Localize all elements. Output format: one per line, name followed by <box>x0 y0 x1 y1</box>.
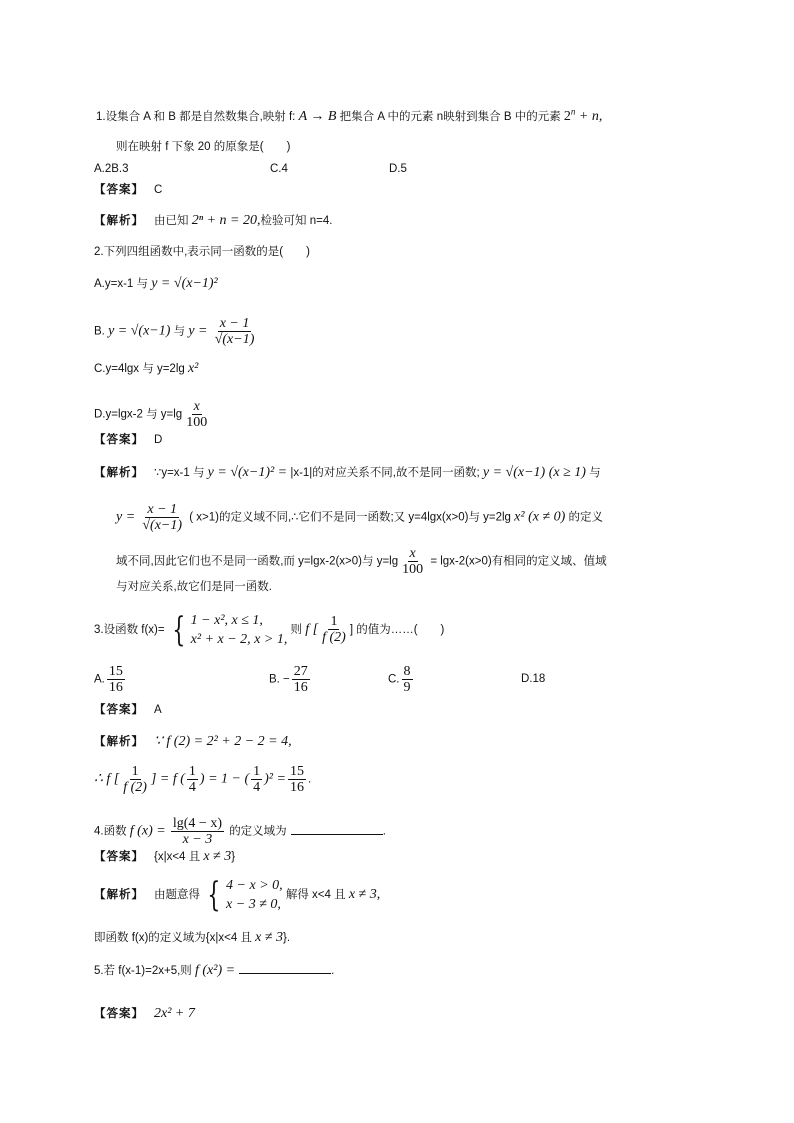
q4-answer: 【答案】 {x|x<4 且 x ≠ 3} <box>94 849 236 864</box>
q4-inequality-system: 4 − x > 0, x − 3 ≠ 0, <box>226 877 283 912</box>
q3-stem: 3.设函数 f(x)= { 1 − x², x ≤ 1, x² + x − 2, x > 1, 则 f [ $\frac{1}{f (2)}$ ] 的值为……( ) <box>94 609 445 650</box>
q2-option-a: A.y=x-1 与 y = √(x−1)² <box>94 276 218 291</box>
q3-analysis-line1: 【解析】 ∵ f (2) = 2² + 2 − 2 = 4, <box>94 734 292 749</box>
q3-analysis-line2: ∴ f [ $\frac{1}{f (2)}$ ] = f ( $\frac{1}{4}$ ) = 1 − ( $\frac{1}{4}$ )² = $\frac{15}{16}$ . <box>94 764 312 795</box>
q5-answer-value: 2x² + 7 <box>154 1006 195 1021</box>
answer-tag: 【答案】 <box>94 434 144 446</box>
q1-analysis-equation: 2ⁿ + n = 20, <box>191 213 261 228</box>
q1-stem-line2: 则在映射 f 下象 20 的原象是( ) <box>116 141 291 153</box>
q5-answer-blank <box>239 961 331 974</box>
q5-answer <box>94 1005 195 1023</box>
q2-analysis-line4: 与对应关系,故它们是同一函数. <box>116 581 272 593</box>
q4-conclusion: 即函数 f(x)的定义域为{x|x<4 且 x ≠ 3}. <box>94 930 291 945</box>
q2-stem: 2.下列四组函数中,表示同一函数的是( ) <box>94 246 310 258</box>
q3-option-b-fraction: $\frac{27}{16}$ <box>293 664 308 695</box>
q1-stem-line1 <box>96 108 602 126</box>
q3-analysis-fraction-2: $\frac{1}{4}$ <box>188 764 196 795</box>
q2-option-b-fraction: $\frac{x - 1}{√(x-1)}$ <box>214 316 255 347</box>
analysis-tag: 【解析】 <box>94 215 144 227</box>
analysis-tag: 【解析】 <box>94 889 144 901</box>
q2-option-c-formula: x² <box>187 361 199 376</box>
q3-option-b: B. − $\frac{27}{16}$ <box>269 664 308 695</box>
q4-stem-fraction: $\frac{\lg(4 - x)}{x - 3}$ <box>172 816 222 847</box>
q2-option-d-fraction: $\frac{x}{100}$ <box>186 399 208 430</box>
q2-analysis-line2: y = $\frac{x - 1}{√(x-1)}$ ( x>1)的定义域不同,∴它们不是同一函数;又 y=4lgx(x>0)与 y=2lg x² (x ≠ 0) 的定义 <box>116 502 604 533</box>
answer-tag: 【答案】 <box>94 1008 144 1020</box>
analysis-tag: 【解析】 <box>94 736 144 748</box>
q1-answer <box>94 181 162 199</box>
q2-answer-value: D <box>154 434 163 446</box>
q3-piecewise: 1 − x², x ≤ 1, x² + x − 2, x > 1, <box>190 612 288 647</box>
q1-option-d: D.5 <box>389 163 407 175</box>
q2-option-c: C.y=4lgx 与 y=2lg x² <box>94 361 199 376</box>
q2-option-d: D.y=lgx-2 与 y=lg $\frac{x}{100}$ <box>94 399 208 430</box>
q2-analysis-line1: 【解析】 ∵y=x-1 与 y = √(x−1)² = |x-1|的对应关系不同,故不是同一函数; y = √(x−1) (x ≥ 1) 与 <box>94 465 601 480</box>
left-brace: { <box>172 609 186 650</box>
q2-analysis-line3: 域不同,因此它们也不是同一函数,而 y=lgx-2(x>0)与 y=lg $\frac{x}{100}$ = lgx-2(x>0)有相同的定义域、值域 <box>116 546 607 577</box>
q4-analysis: 【解析】 由题意得 { 4 − x > 0, x − 3 ≠ 0, 解得 x<4 且 x ≠ 3, <box>94 874 381 915</box>
q3-option-c: C. $\frac{8}{9}$ <box>388 664 411 695</box>
q2-option-b: B. y = √(x−1) 与 y = $\frac{x - 1}{√(x-1)}$ <box>94 316 255 347</box>
q3-analysis-fraction-1: $\frac{1}{f (2)}$ <box>123 764 147 795</box>
q2-analysis-fraction: $\frac{x - 1}{√(x-1)}$ <box>142 502 183 533</box>
q3-option-a-fraction: $\frac{15}{16}$ <box>108 664 123 695</box>
analysis-tag: 【解析】 <box>94 467 144 479</box>
q3-analysis-fraction-3: $\frac{1}{4}$ <box>253 764 261 795</box>
q1-stem-text: 1.设集合 A 和 B 都是自然数集合,映射 f: <box>96 111 296 123</box>
q3-analysis-fraction-4: $\frac{15}{16}$ <box>289 764 304 795</box>
q2-answer <box>94 431 162 449</box>
q1-option-c: C.4 <box>270 163 288 175</box>
q3-option-c-fraction: $\frac{8}{9}$ <box>403 664 411 695</box>
answer-tag: 【答案】 <box>94 851 144 863</box>
q1-stem-text-2: 把集合 A 中的元素 n映射到集合 B 中的元素 <box>339 111 561 123</box>
q3-answer-value: A <box>154 704 162 716</box>
q4-answer-blank <box>291 822 383 835</box>
answer-tag: 【答案】 <box>94 184 144 196</box>
q1-option-ab: A.2B.3 <box>94 163 129 175</box>
left-brace: { <box>207 874 221 915</box>
q2-analysis-fraction-2: $\frac{x}{100}$ <box>402 546 424 577</box>
q1-analysis: 【解析】 由已知 2ⁿ + n = 20,检验可知 n=4. <box>94 213 333 228</box>
q2-option-b-formula-1: y = √(x−1) <box>108 323 171 339</box>
q3-option-d: D.18 <box>521 673 546 685</box>
answer-tag: 【答案】 <box>94 704 144 716</box>
q2-option-a-formula: y = √(x−1)² <box>151 276 218 291</box>
q4-stem: 4.函数 f (x) = $\frac{\lg(4 - x)}{x - 3}$ 的定义域为 . <box>94 816 386 847</box>
q3-stem-fraction: $\frac{1}{f (2)}$ <box>322 614 346 646</box>
q1-mapping: A → B <box>298 109 337 124</box>
q1-answer-value: C <box>154 184 163 196</box>
q5-stem: 5.若 f(x-1)=2x+5,则 f (x²) = . <box>94 963 335 978</box>
q3-answer <box>94 701 162 719</box>
q3-option-a: A. $\frac{15}{16}$ <box>94 664 123 695</box>
q1-element-formula: 2$^n$ + n, <box>563 106 603 124</box>
